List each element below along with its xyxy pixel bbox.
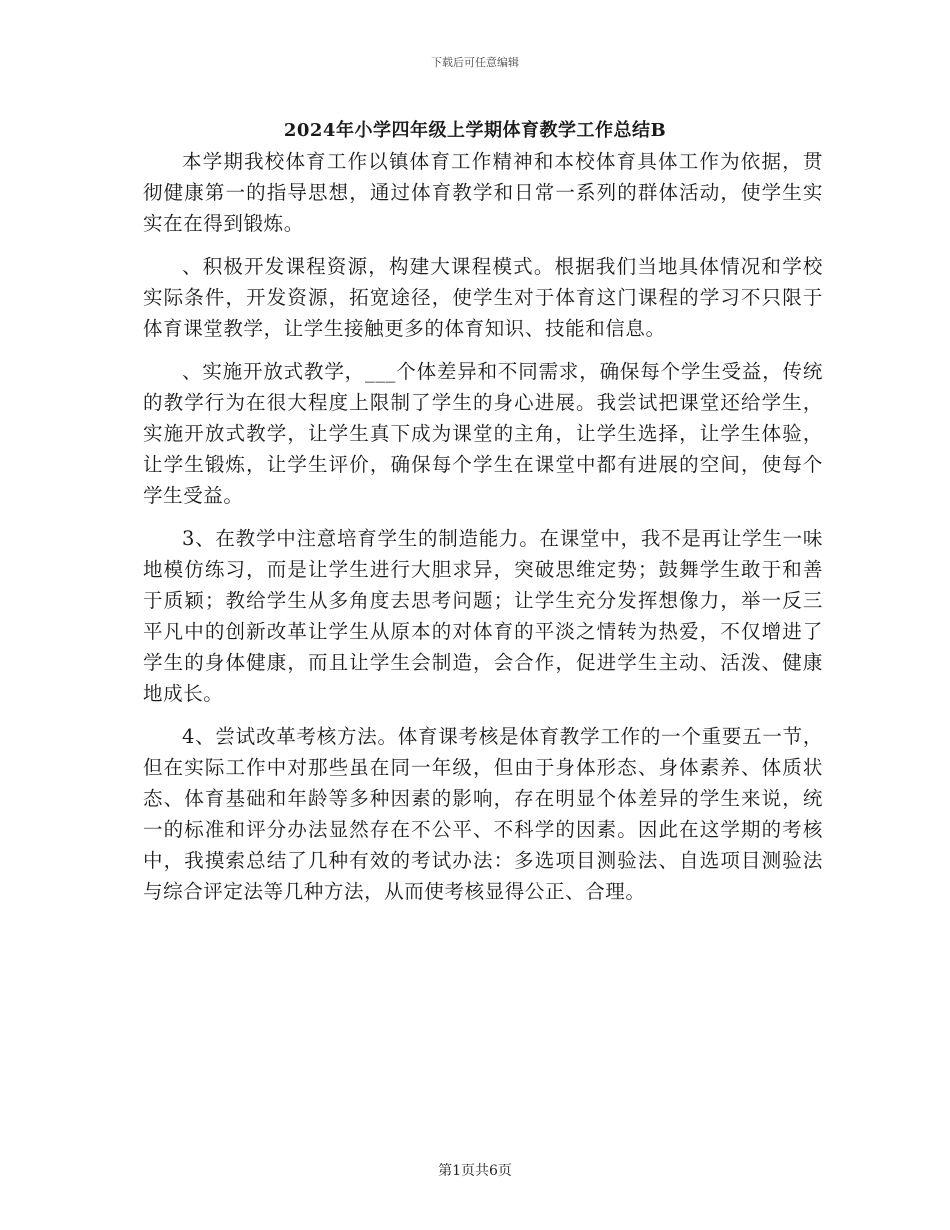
header-note: 下载后可任意编辑 [431, 56, 519, 69]
document-title: 2024年小学四年级上学期体育教学工作总结B [283, 120, 667, 141]
paragraph-curriculum-resources: 、积极开发课程资源，构建大课程模式。根据我们当地具体情况和学校实际条件，开发资源，拓宽途径，使学生对于体育这门课程的学习不只限于体育课堂教学，让学生接触更多的体育知识、技能和信息。 [143, 255, 823, 340]
paragraph-intro: 本学期我校体育工作以镇体育工作精神和本校体育具体工作为依据，贯彻健康第一的指导思想，通过体育教学和日常一系列的群体活动，使学生实实在在得到锻炼。 [143, 150, 823, 235]
document-body [143, 146, 823, 919]
paragraph-open-teaching: 、实施开放式教学，___个体差异和不同需求，确保每个学生受益，传统的教学行为在很大程度上限制了学生的身心进展。我尝试把课堂还给学生，实施开放式教学，让学生真下成为课堂的主角，让学生选择，让学生体验，让学生锻炼，让学生评价，确保每个学生在课堂中都有进展的空间，使每个学生受益。 [143, 360, 823, 507]
paragraph-assessment-reform: 4、尝试改革考核方法。体育课考核是体育教学工作的一个重要五一节，但在实际工作中对那些虽在同一年级，但由于身体形态、身体素养、体质状态、体育基础和年龄等多种因素的影响，存在明显个体差异的学生来说，统一的标准和评分办法显然存在不公平、不科学的因素。因此在这学期的考核中，我摸索总结了几种有效的考试办法：多选项目测验法、自选项目测验法与综合评定法等几种方法，从而使考核显得公正、合理。 [143, 725, 823, 903]
paragraph-creativity: 3、在教学中注意培育学生的制造能力。在课堂中，我不是再让学生一味地模仿练习，而是让学生进行大胆求异，突破思维定势；鼓舞学生敢于和善于质颖；教给学生从多角度去思考问题；让学生充分发挥想像力，举一反三平凡中的创新改革让学生从原本的对体育的平淡之情转为热爱，不仅增进了学生的身体健康，而且让学生会制造，会合作，促进学生主动、活泼、健康地成长。 [143, 527, 823, 705]
page-number-footer: 第1页共6页 [438, 1163, 512, 1179]
